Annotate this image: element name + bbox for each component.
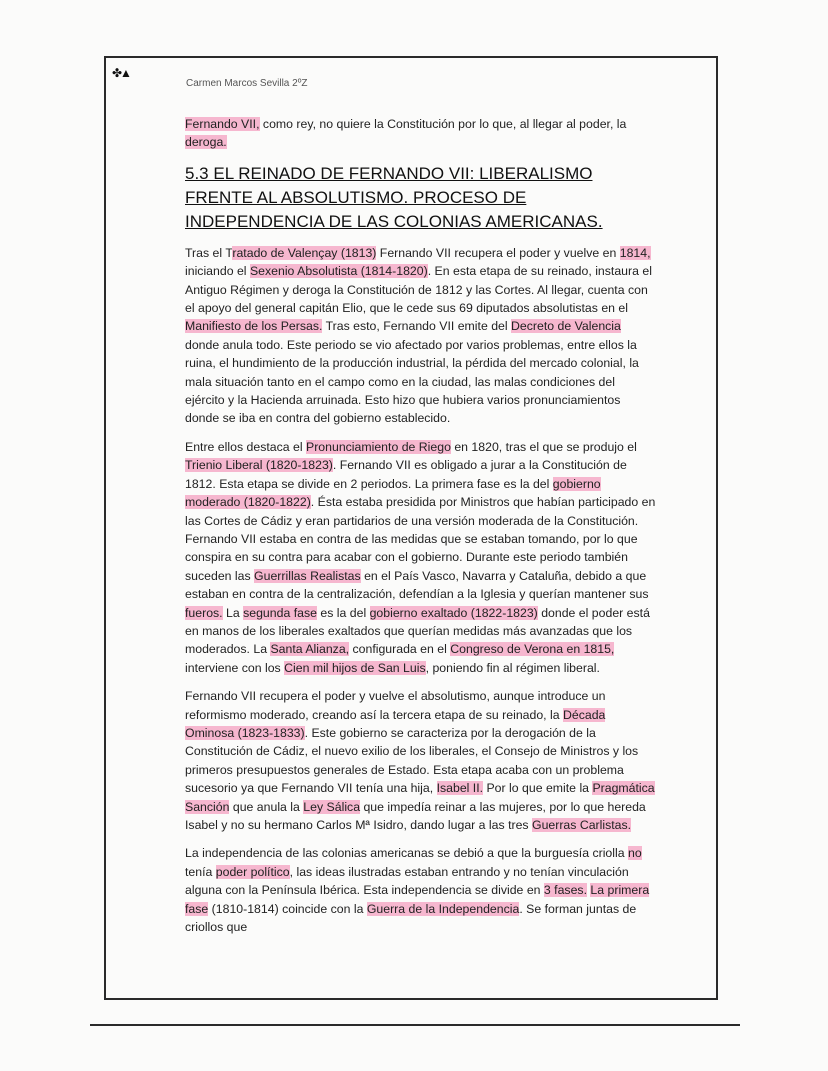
paragraph <box>185 844 657 936</box>
text-segment: tenía <box>185 864 216 879</box>
highlighted-text: ratado de Valençay (1813) <box>232 245 377 260</box>
highlighted-text: gobierno moderado (1820-1822) <box>185 476 601 510</box>
highlighted-text: 1814, <box>619 245 651 260</box>
text-segment: que anula la <box>229 799 304 814</box>
paragraph <box>185 438 657 677</box>
text-segment: iniciando el <box>185 264 250 279</box>
text-segment: en el País Vasco, Navarra y Cataluña, debido a que estaban en contra de la centralización, defendían a la Iglesia y querían mantener sus <box>185 568 649 602</box>
author-header: Carmen Marcos Sevilla 2ºZ <box>186 78 308 89</box>
highlighted-text: Congreso de Verona en 1815, <box>450 642 615 657</box>
text-segment: , las ideas ilustradas estaban entrando y no tenían vinculación alguna con la Península Ibérica. Esta independencia se divide en <box>185 864 629 898</box>
highlighted-text: Cien mil hijos de San Luis <box>284 660 426 675</box>
highlighted-text: La primera fase <box>185 883 650 916</box>
highlighted-text: Santa Alianza, <box>270 642 350 657</box>
text-segment: (1810-1814) coincide con la <box>208 901 367 916</box>
highlighted-text: Manifiesto de los Persas. <box>185 319 323 334</box>
text-segment: Por lo que emite la <box>483 781 593 796</box>
text-segment: es la del <box>316 605 370 620</box>
text-segment: donde anula todo. Este periodo se vio afectado por varios problemas, entre ellos la ruina, el hundimiento de la producción industrial, la pérdida del mercado colonial, la mala situación tanto en el campo como en la ciudad, las malas condiciones del ejército y la Hacienda arruinada. Esto hizo que hubiera varios pronunciamientos donde se iba en contra del gobierno establecido. <box>185 337 639 426</box>
text-segment: La independencia de las colonias americanas se debió a que la burguesía criolla <box>185 846 628 861</box>
text-segment: . Fernando VII es obligado a jurar a la Constitución de 1812. Esta etapa se divide en 2 periodos. La primera fase es la del <box>185 458 627 491</box>
highlighted-text: segunda fase <box>243 605 317 620</box>
text-segment: que impedía reinar a las mujeres, por lo que hereda Isabel y no su hermano Carlos Mª Isidro, dando lugar a las tres <box>185 799 646 832</box>
highlighted-text: Trienio Liberal (1820-1823) <box>185 458 333 473</box>
highlighted-text: Pronunciamiento de Riego <box>306 439 451 454</box>
corner-mark: ✤▲ <box>112 66 130 80</box>
text-segment: Entre ellos destaca el <box>185 439 306 454</box>
text-segment: donde el poder está en manos de los liberales exaltados que querían medidas más avanzadas que los moderados. La <box>185 605 650 657</box>
highlighted-text: Guerra de la Independencia <box>366 901 520 916</box>
bottom-rule <box>90 1024 740 1026</box>
text-segment: en 1820, tras el que se produjo el <box>450 439 637 454</box>
text-segment: . Este gobierno se caracteriza por la derogación de la Constitución de Cádiz, el nuevo exilio de los liberales, el Consejo de Ministros y los primeros presupuestos generales de Estado. Esta etapa acaba con un problema sucesorio ya que Fernando VII tenía una hija, <box>185 725 639 796</box>
text-segment: Tras el T <box>185 245 233 260</box>
text-segment: interviene con los <box>185 660 285 675</box>
highlighted-text: fueros. <box>185 605 223 620</box>
paragraph <box>185 115 657 152</box>
text-segment: . Se forman juntas de criollos que <box>185 901 637 935</box>
text-segment: como rey, no quiere la Constitución por lo que, al llegar al poder, la <box>259 117 627 131</box>
highlighted-text: deroga. <box>185 135 227 150</box>
text-segment: . En esta etapa de su reinado, instaura el Antiguo Régimen y deroga la Constitución de 1812 y las Cortes. Al llegar, cuenta con el apoyo del general capitán Elio, que le cede sus 69 diputados absolutistas en el <box>185 264 652 316</box>
highlighted-text: 3 fases. <box>543 883 587 898</box>
text-segment: Tras esto, Fernando VII emite del <box>322 319 512 334</box>
highlighted-text: Pragmática Sanción <box>185 781 655 814</box>
text-segment: , poniendo fin al régimen liberal. <box>425 660 600 675</box>
highlighted-text: poder político <box>215 864 290 879</box>
highlighted-text: Sexenio Absolutista (1814-1820) <box>249 264 428 279</box>
paragraph <box>185 244 657 428</box>
highlighted-text: Década Ominosa (1823-1833) <box>185 707 606 740</box>
highlighted-text: gobierno exaltado (1822-1823) <box>369 605 538 620</box>
text-segment: Fernando VII recupera el poder y vuelve en <box>376 245 620 260</box>
document-body <box>185 115 657 946</box>
highlighted-text: Guerrillas Realistas <box>254 568 361 583</box>
highlighted-text: Ley Sálica <box>303 799 361 814</box>
highlighted-text: Isabel II. <box>436 781 484 796</box>
text-segment: Fernando VII recupera el poder y vuelve el absolutismo, aunque introduce un reformismo moderado, creando así la tercera etapa de su reinado, la <box>185 689 606 722</box>
paragraph <box>185 687 657 834</box>
text-segment: configurada en el <box>349 642 451 657</box>
text-segment: La <box>222 605 244 620</box>
text-segment: . Ésta estaba presidida por Ministros que habían participado en las Cortes de Cádiz y eran partidarios de una versión moderada de la Constitución. Fernando VII estaba en contra de las medidas que se estaban tomando, por lo que conspira en su contra para acabar con el gobierno. Durante este periodo también suceden las <box>185 495 656 583</box>
highlighted-text: Decreto de Valencia <box>511 319 621 334</box>
highlighted-text: Guerras Carlistas. <box>532 818 632 832</box>
highlighted-text: no <box>627 846 642 861</box>
highlighted-text: Fernando VII, <box>185 117 260 131</box>
section-heading: 5.3 EL REINADO DE FERNANDO VII: LIBERALISMO FRENTE AL ABSOLUTISMO. PROCESO DE INDEPENDENCIA DE LAS COLONIAS AMERICANAS. <box>185 163 603 231</box>
